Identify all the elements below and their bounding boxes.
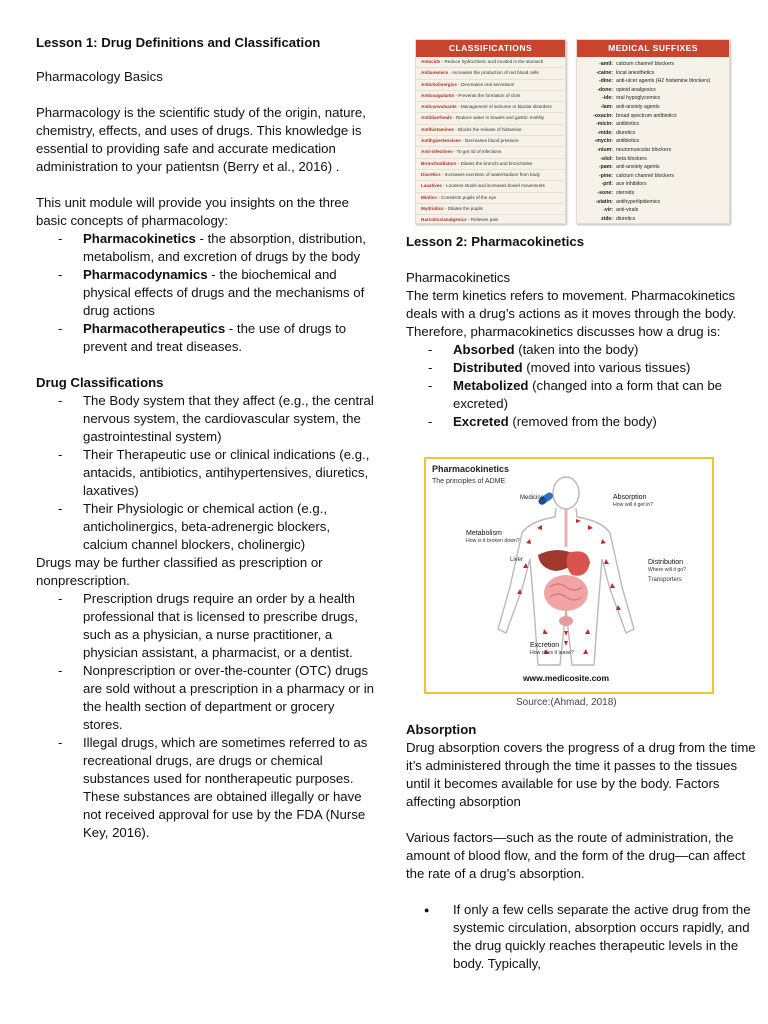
classification-row: Mydriatics - Dilates the pupils xyxy=(416,204,565,215)
suffix-row: -pril: ace inhibitors xyxy=(601,181,647,188)
adme-illustration xyxy=(426,459,712,692)
classification-row: Bronchodilators - Dilates the bronchi and bronchioles xyxy=(416,159,565,170)
adme-subtitle: The principles of ADME xyxy=(432,478,506,485)
classification-row: Antianemics - Increases the production of red blood cells xyxy=(416,68,565,79)
classification-row: Antihypertensives - Decreases blood pressure xyxy=(416,136,565,147)
classification-row: Anticonvulsants - Management of seizures or bipolar disorders xyxy=(416,102,565,113)
suffix-row: -ide: oral hypoglycemics xyxy=(602,95,661,102)
list-item: - Pharmacotherapeutics - the use of drugs to prevent and treat diseases. xyxy=(36,320,374,356)
list-item: - Their Physiologic or chemical action (e.g., anticholinergics, beta-adrenergic blockers, calcium channel blockers, cholinergic) xyxy=(36,500,374,554)
drug-types-list xyxy=(36,590,374,842)
classifications-list xyxy=(36,392,374,554)
classifications-image xyxy=(415,39,566,224)
suffix-row: -vir: anti-virals xyxy=(603,207,639,214)
lesson1-title: Lesson 1: Drug Definitions and Classification xyxy=(36,35,321,50)
classification-row: Laxatives - Loosens stools and increases bowel movements xyxy=(416,181,565,192)
suffix-row: -dine: anti-ulcer agents (H2 histamine blockers) xyxy=(598,78,711,85)
lesson2-title: Lesson 2: Pharmacokinetics xyxy=(406,234,585,249)
suffix-row: -pam: anti-anxiety agents xyxy=(598,164,660,171)
suffix-row: -micin: antibiotics xyxy=(595,121,640,128)
suffix-row: -mycin: antibiotics xyxy=(594,138,640,145)
pk-intro: The term kinetics refers to movement. Pharmacokinetics deals with a drug’s actions as it moves through the body. Therefore, pharmacokinetics discusses how a drug is: xyxy=(406,288,737,339)
excretion-label: Excretion xyxy=(530,642,560,649)
website-label: www.medicosite.com xyxy=(522,673,610,683)
factors-paragraph: Various factors—such as the route of administration, the amount of blood flow, and the form of the drug—can affect the rate of a drug’s absorption. xyxy=(406,830,746,881)
further-classification: Drugs may be further classified as prescription or nonprescription. xyxy=(36,555,323,588)
concepts-list xyxy=(36,230,374,356)
classification-row: Anticoagulants - Prevents the formation of clots xyxy=(416,91,565,102)
pk-heading: Pharmacokinetics xyxy=(406,270,511,285)
list-item: - Illegal drugs, which are sometimes referred to as recreational drugs, are drugs or chemical substances used for nontherapeutic purposes. These substances are obtained illegally or have not received approval for use by the FDA (Nurse Key, 2016). xyxy=(36,734,374,842)
classification-row: Antidiarrheals - Reduce water in bowels and gastric motility xyxy=(416,113,565,124)
classifications-heading: Drug Classifications xyxy=(36,375,164,390)
figure-source: Source:(Ahmad, 2018) xyxy=(516,697,617,708)
classification-row: Antihistamines - Blocks the release of histamine xyxy=(416,125,565,136)
suffixes-image xyxy=(576,39,730,224)
suffix-row: -sone: steroids xyxy=(597,189,635,196)
stomach-icon xyxy=(567,551,590,575)
suffix-row: -pine: calcium channel blockers xyxy=(598,172,674,179)
classification-row: Anticholinergics - Decreases oral secretions xyxy=(416,80,565,91)
absorption-label: Absorption xyxy=(613,494,647,501)
list-item: - Nonprescription or over-the-counter (OTC) drugs are sold without a prescription in a pharmacy or in the health section of department or grocery stores. xyxy=(36,662,374,734)
list-item: - Prescription drugs require an order by a health professional that is licensed to prescribe drugs, such as a physician, a nurse practitioner, a physician assistant, a pharmacist, or a dentist. xyxy=(36,590,374,662)
suffix-row: -mide: diuretics xyxy=(597,129,636,136)
classification-row: Anti-infectives - To get rid of infections xyxy=(416,147,565,158)
metabolism-label: Metabolism xyxy=(466,530,502,537)
metabolism-question: How is it broken down? xyxy=(466,538,520,544)
absorption-question: How will it get in? xyxy=(613,502,654,508)
suffix-row: -done: opioid analgesics xyxy=(597,86,656,93)
liver-label: Liver xyxy=(510,557,524,563)
processes-list xyxy=(406,341,758,431)
distribution-question: Where will it go? xyxy=(648,567,687,573)
list-item: - Their Therapeutic use or clinical indications (e.g., antacids, antibiotics, antihypertensives, diuretics, laxatives) xyxy=(36,446,374,500)
excretion-question: How does it leave? xyxy=(530,650,574,656)
module-intro: This unit module will provide you insights on the three basic concepts of pharmacology: xyxy=(36,195,350,228)
right-column-top xyxy=(406,233,758,431)
basics-heading: Pharmacology Basics xyxy=(36,69,163,84)
suffix-row: -amil: calcium channel blockers xyxy=(599,61,674,67)
suffix-row: zide: diuretics xyxy=(601,215,636,222)
left-column xyxy=(36,68,374,842)
list-item: - Pharmacokinetics - the absorption, distribution, metabolism, and excretion of drugs by the body xyxy=(36,230,374,266)
list-item: - Distributed (moved into various tissues) xyxy=(406,359,758,377)
suffixes-rows xyxy=(577,57,729,223)
absorption-heading: Absorption xyxy=(406,722,477,737)
classification-row: Diuretics - Increases excretion of water/sodium from body xyxy=(416,170,565,181)
suffix-row: -olol: beta blockers xyxy=(600,155,647,162)
adme-title: Pharmacokinetics xyxy=(432,464,510,474)
suffix-row: -caine: local anesthetics xyxy=(596,69,655,76)
absorption-paragraph: Drug absorption covers the progress of a drug from the time it’s administered through the time it passes to the tissues until it becomes available for use by the body. Factors affecting absorption xyxy=(406,740,756,809)
classification-row: Narcotics/analgesics - Relieves pain xyxy=(416,215,565,226)
classifications-image-title: CLASSIFICATIONS xyxy=(416,40,565,57)
intestines-icon xyxy=(544,575,588,611)
right-column-bottom xyxy=(406,721,758,973)
intro-paragraph: Pharmacology is the scientific study of the origin, nature, chemistry, effects, and uses of drugs. This knowledge is essential to providing safe and accurate medication administration to your patientsn (Berry et al., 2016) . xyxy=(36,105,366,174)
adme-figure xyxy=(424,457,714,694)
suffix-row: -lam: anti-anxiety agents xyxy=(600,103,660,110)
list-item: - Metabolized (changed into a form that can be excreted) xyxy=(406,377,758,413)
list-item: - Pharmacodynamics - the biochemical and physical effects of drugs and the mechanisms of drug actions xyxy=(36,266,374,320)
distribution-label: Distribution xyxy=(648,559,684,566)
suffix-row: -statin: antihyperlipidemics xyxy=(595,198,661,205)
suffix-row: -nium: neuromuscular blockers xyxy=(597,146,672,153)
suffix-row: -oxacin: broad spectrum antibiotics xyxy=(593,112,677,119)
list-item: ● If only a few cells separate the active drug from the systemic circulation, absorption occurs rapidly, and the drug quickly reaches therapeutic levels in the body. Typically, xyxy=(406,901,758,973)
list-item: - Absorbed (taken into the body) xyxy=(406,341,758,359)
classifications-rows xyxy=(416,57,565,226)
suffixes-image-title: MEDICAL SUFFIXES xyxy=(577,40,729,57)
classification-row: Antacids - Reduce hydrochloric acid located in the stomach xyxy=(416,57,565,68)
classification-row: Miotics - Constricts pupils of the eye xyxy=(416,193,565,204)
list-item: - The Body system that they affect (e.g., the central nervous system, the cardiovascular system, the gastrointestinal system) xyxy=(36,392,374,446)
list-item: - Excreted (removed from the body) xyxy=(406,413,758,431)
medicine-label: Medicine xyxy=(520,495,545,501)
transporters-label: Transporters xyxy=(648,577,682,583)
